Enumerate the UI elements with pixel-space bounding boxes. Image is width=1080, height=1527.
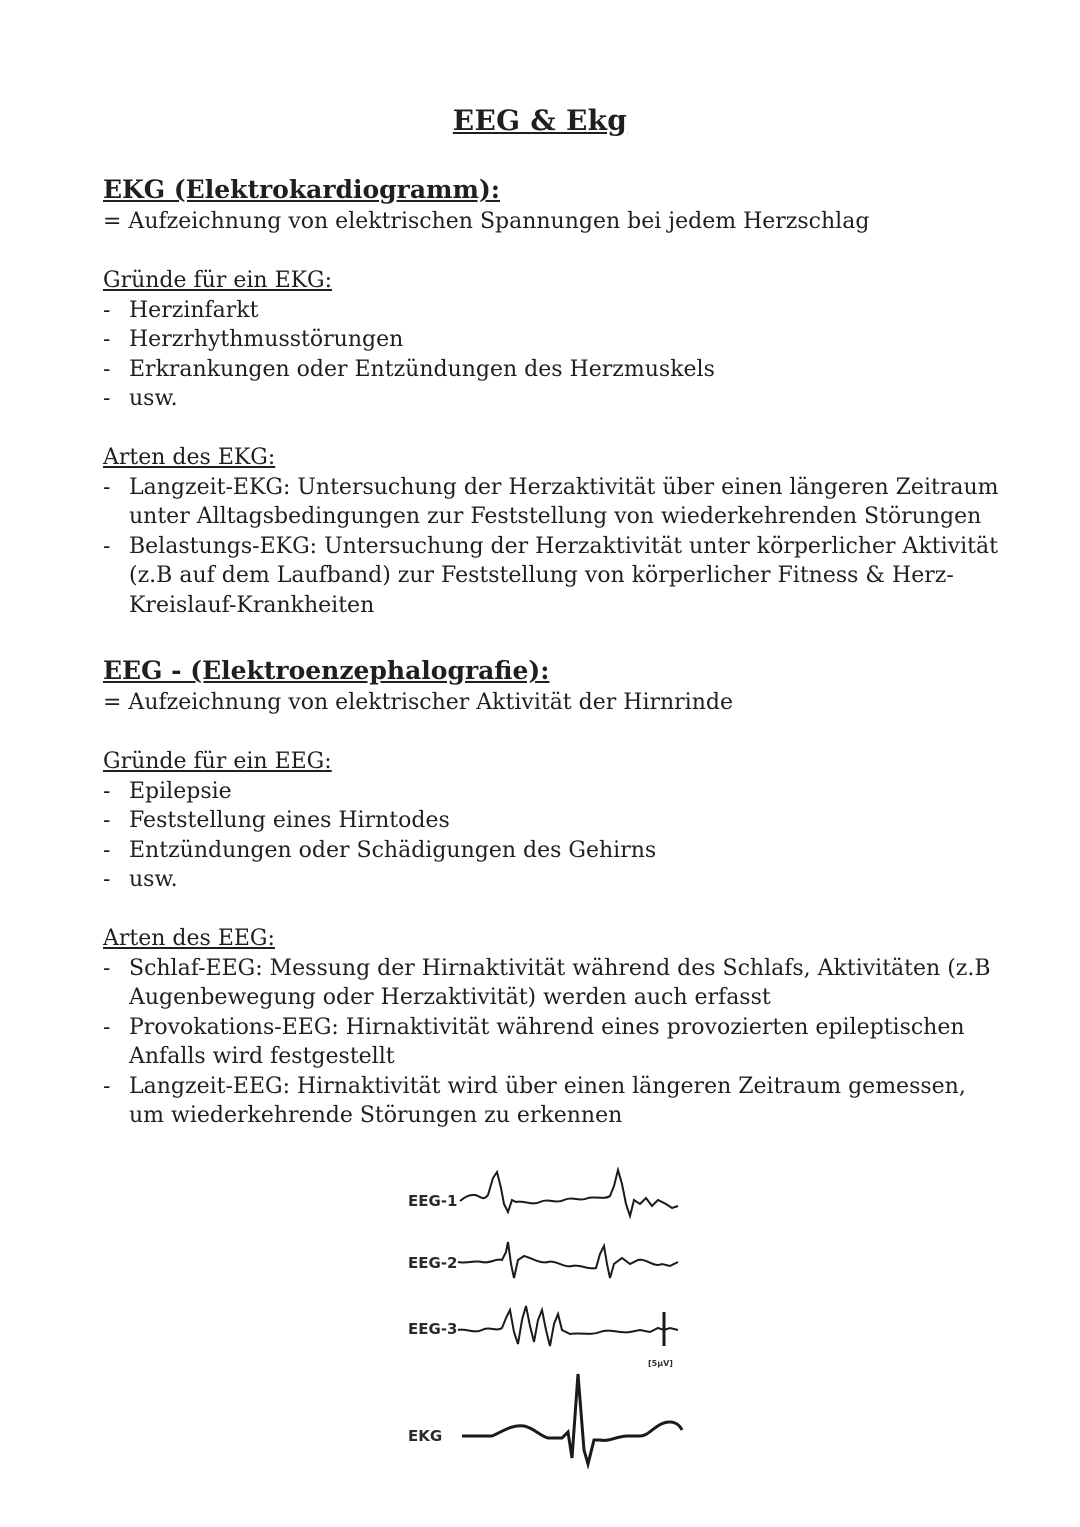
ekg-types-list	[103, 473, 1003, 621]
eeg1-trace	[460, 1170, 678, 1216]
ekg-reasons-list	[103, 296, 1003, 414]
list-item: - Epilepsie	[103, 777, 1003, 807]
ekg-types-heading: Arten des EKG:	[103, 445, 276, 470]
eeg-reasons-list	[103, 777, 1003, 895]
eeg-heading: EEG - (Elektroenzephalografie):	[103, 656, 550, 685]
scale-label: [5µV]	[648, 1359, 673, 1368]
eeg2-label: EEG-2	[408, 1254, 458, 1272]
ekg-heading: EKG (Elektrokardiogramm):	[103, 175, 500, 204]
list-item: - Entzündungen oder Schädigungen des Gehirns	[103, 836, 1003, 866]
eeg2-trace	[458, 1242, 678, 1278]
document-body	[103, 173, 1003, 1131]
page-title: EEG & Ekg	[452, 104, 628, 137]
list-item: - Herzrhythmusstörungen	[103, 325, 1003, 355]
list-item: - Langzeit-EKG: Untersuchung der Herzaktivität über einen längeren Zeitraum unter Alltagsbedingungen zur Feststellung von wiederkehrenden Störungen	[103, 473, 1003, 532]
ekg-definition: = Aufzeichnung von elektrischen Spannungen bei jedem Herzschlag	[103, 209, 870, 234]
eeg-reasons-heading: Gründe für ein EEG:	[103, 749, 332, 774]
eeg-types-list	[103, 954, 1003, 1131]
eeg-ekg-figure	[400, 1160, 700, 1490]
list-item: - Provokations-EEG: Hirnaktivität während eines provozierten epileptischen Anfalls wird festgestellt	[103, 1013, 1003, 1072]
list-item: - Feststellung eines Hirntodes	[103, 806, 1003, 836]
eeg3-label: EEG-3	[408, 1320, 458, 1338]
list-item: - Langzeit-EEG: Hirnaktivität wird über einen längeren Zeitraum gemessen, um wiederkehrende Störungen zu erkennen	[103, 1072, 1003, 1131]
eeg3-trace	[458, 1306, 678, 1346]
ekg-reasons-heading: Gründe für ein EKG:	[103, 268, 333, 293]
eeg1-label: EEG-1	[408, 1192, 458, 1210]
eeg-types-heading: Arten des EEG:	[103, 926, 275, 951]
list-item: - usw.	[103, 384, 1003, 414]
list-item: - Belastungs-EKG: Untersuchung der Herzaktivität unter körperlicher Aktivität (z.B auf dem Laufband) zur Feststellung von körperlicher Fitness & Herz-Kreislauf-Krankheiten	[103, 532, 1003, 621]
ekg-label: EKG	[408, 1427, 443, 1445]
ekg-trace	[462, 1374, 682, 1464]
list-item: - usw.	[103, 865, 1003, 895]
eeg-definition: = Aufzeichnung von elektrischer Aktivität der Hirnrinde	[103, 690, 733, 715]
list-item: - Schlaf-EEG: Messung der Hirnaktivität während des Schlafs, Aktivitäten (z.B Augenbewegung oder Herzaktivität) werden auch erfasst	[103, 954, 1003, 1013]
list-item: - Erkrankungen oder Entzündungen des Herzmuskels	[103, 355, 1003, 385]
list-item: - Herzinfarkt	[103, 296, 1003, 326]
